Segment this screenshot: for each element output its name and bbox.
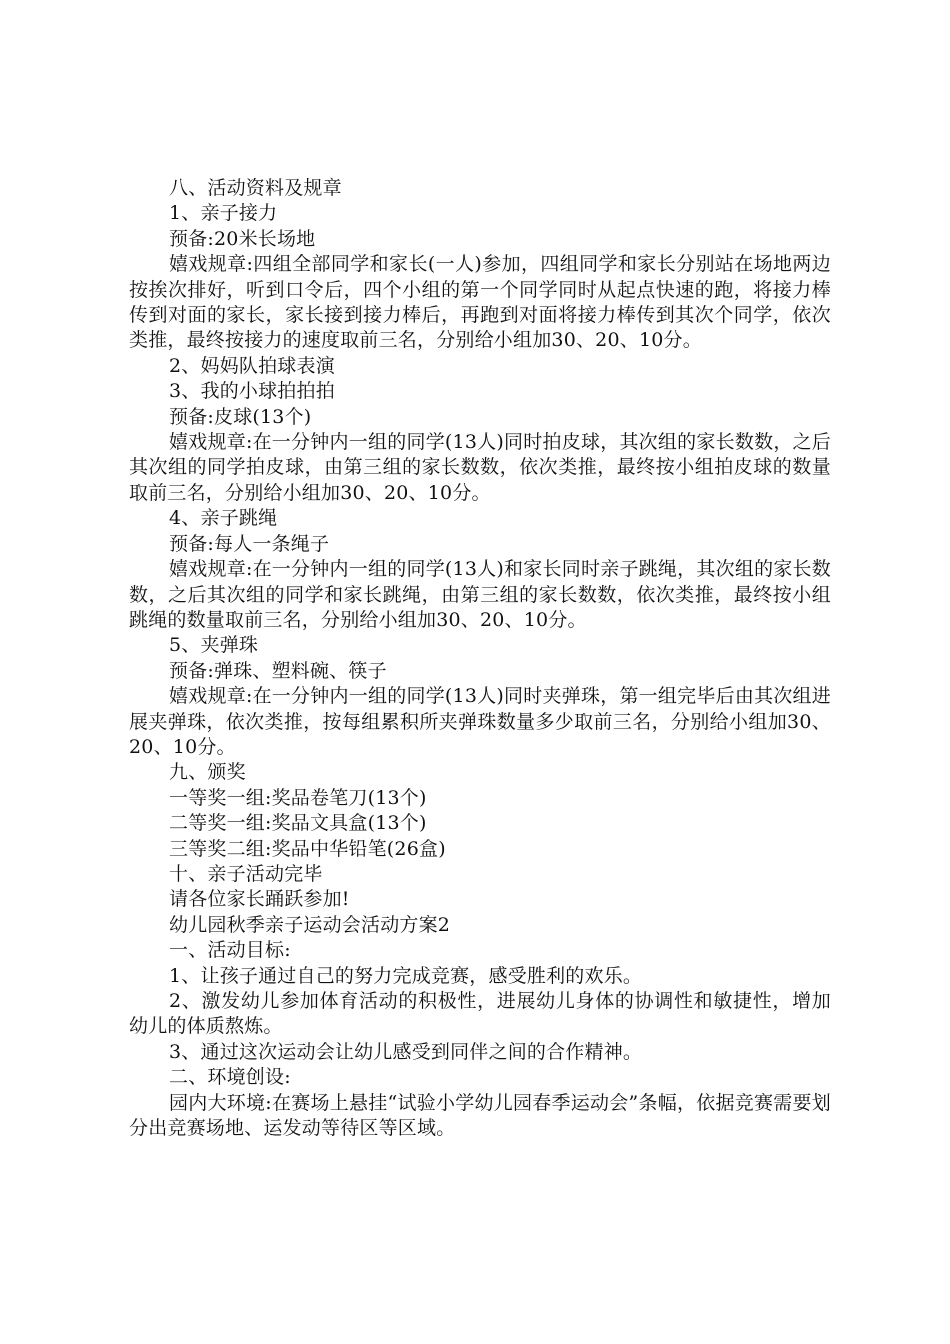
section-heading-goals: 一、活动目标: — [169, 939, 291, 962]
rules-paragraph: 嬉戏规章:在一分钟内一组的同学(13人)同时夹弹珠，第一组完毕后由其次组进展夹弹珠，依次类推，按每组累积所夹弹珠数量多少取前三名，分别给小组加30、20、10分。 — [129, 685, 831, 758]
goal-line: 1、让孩子通过自己的努力完成竞赛，感受胜利的欢乐。 — [169, 964, 643, 987]
item-heading-ball-show: 2、妈妈队拍球表演 — [169, 354, 335, 377]
section-heading-10: 十、亲子活动完毕 — [169, 862, 323, 885]
document-body — [129, 176, 831, 1141]
rules-paragraph: 嬉戏规章:四组全部同学和家长(一人)参加，四组同学和家长分别站在场地两边按挨次排好，听到口令后，四个小组的第一个同学同时从起点快速的跑，将接力棒传到对面的家长，家长接到接力棒后，再跑到对面将接力棒传到其次个同学，依次类推，最终按接力的速度取前三名，分别给小组加30、20、10分。 — [129, 253, 831, 352]
item-heading-rope: 4、亲子跳绳 — [169, 507, 278, 530]
plan-title: 幼儿园秋季亲子运动会活动方案2 — [169, 913, 451, 936]
goal-line: 2、激发幼儿参加体育活动的积极性，进展幼儿身体的协调性和敏捷性，增加幼儿的体质熬炼。 — [129, 990, 831, 1038]
section-heading-9: 九、颁奖 — [169, 761, 246, 784]
item-heading-ball-bounce: 3、我的小球拍拍拍 — [169, 380, 335, 403]
item-heading-marbles: 5、夹弹珠 — [169, 634, 259, 657]
award-line: 三等奖二组:奖品中华铅笔(26盒) — [169, 837, 446, 860]
preparation-line: 预备:20米长场地 — [169, 227, 316, 250]
award-line: 二等奖一组:奖品文具盒(13个) — [169, 812, 427, 835]
item-heading-relay: 1、亲子接力 — [169, 202, 278, 225]
closing-line: 请各位家长踊跃参加! — [169, 888, 350, 911]
preparation-line: 预备:弹珠、塑料碗、筷子 — [169, 659, 387, 682]
environment-paragraph: 园内大环境:在赛场上悬挂“试验小学幼儿园春季运动会”条幅，依据竞赛需要划分出竞赛场地、运发动等待区等区域。 — [129, 1091, 831, 1140]
section-heading-environment: 二、环境创设: — [169, 1066, 291, 1089]
section-heading-8: 八、活动资料及规章 — [169, 177, 342, 199]
goal-line: 3、通过这次运动会让幼儿感受到同伴之间的合作精神。 — [169, 1040, 643, 1063]
rules-paragraph: 嬉戏规章:在一分钟内一组的同学(13人)同时拍皮球，其次组的家长数数，之后其次组的同学拍皮球，由第三组的家长数数，依次类推，最终按小组拍皮球的数量取前三名，分别给小组加30、20、10分。 — [129, 431, 831, 504]
rules-paragraph: 嬉戏规章:在一分钟内一组的同学(13人)和家长同时亲子跳绳，其次组的家长数数，之后其次组的同学和家长跳绳，由第三组的家长数数，依次类推，最终按小组跳绳的数量取前三名，分别给小组加30、20、10分。 — [129, 558, 831, 631]
preparation-line: 预备:皮球(13个) — [169, 405, 312, 428]
award-line: 一等奖一组:奖品卷笔刀(13个) — [169, 786, 427, 809]
preparation-line: 预备:每人一条绳子 — [169, 532, 330, 555]
